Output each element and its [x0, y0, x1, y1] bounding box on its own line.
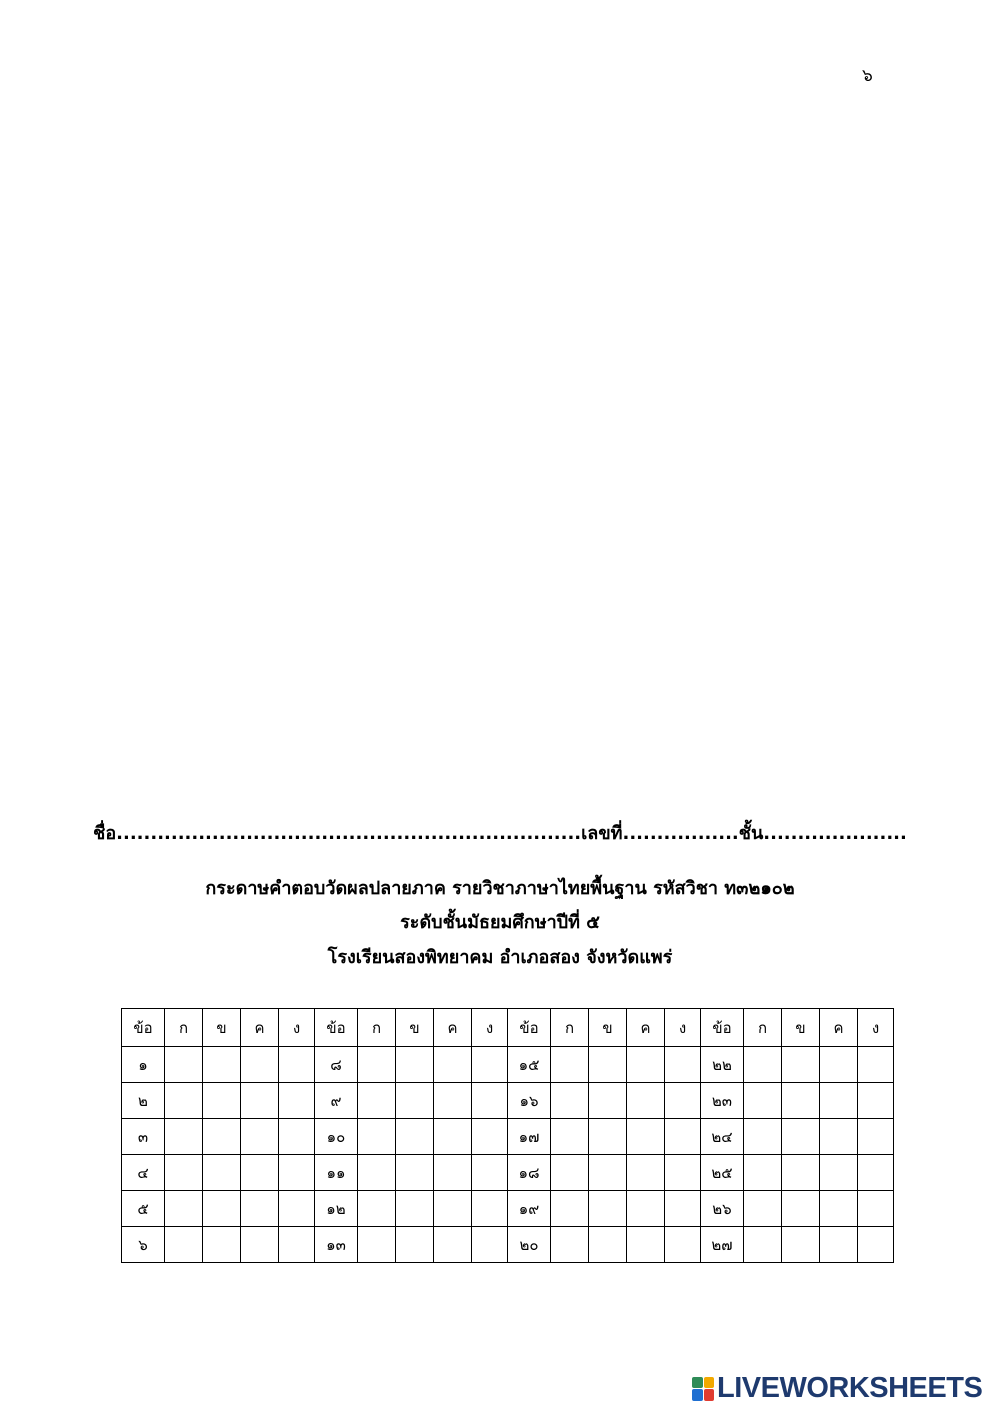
table-row — [122, 1191, 894, 1227]
answer-cell[interactable] — [165, 1119, 203, 1155]
answer-cell[interactable] — [665, 1227, 701, 1263]
question-number-header: ข้อ — [122, 1009, 165, 1047]
answer-cell[interactable] — [472, 1191, 508, 1227]
question-number: ๑๕ — [508, 1047, 551, 1083]
choice-header: ง — [279, 1009, 315, 1047]
answer-cell[interactable] — [627, 1119, 665, 1155]
answer-cell[interactable] — [434, 1155, 472, 1191]
answer-cell[interactable] — [551, 1227, 589, 1263]
answer-cell[interactable] — [820, 1119, 858, 1155]
answer-cell[interactable] — [551, 1155, 589, 1191]
question-number: ๒๖ — [701, 1191, 744, 1227]
question-number: ๑๙ — [508, 1191, 551, 1227]
choice-header: ค — [434, 1009, 472, 1047]
question-number: ๑๑ — [315, 1155, 358, 1191]
answer-cell[interactable] — [858, 1119, 894, 1155]
page-number: ๖ — [862, 66, 873, 86]
logo-mark-icon — [692, 1377, 714, 1401]
answer-cell[interactable] — [396, 1227, 434, 1263]
question-number-header: ข้อ — [701, 1009, 744, 1047]
answer-cell[interactable] — [665, 1155, 701, 1191]
choice-header: ก — [551, 1009, 589, 1047]
choice-header: ก — [744, 1009, 782, 1047]
answer-cell[interactable] — [472, 1119, 508, 1155]
answer-cell[interactable] — [358, 1047, 396, 1083]
answer-cell[interactable] — [858, 1155, 894, 1191]
table-row — [122, 1047, 894, 1083]
answer-cell[interactable] — [279, 1155, 315, 1191]
answer-cell[interactable] — [551, 1047, 589, 1083]
answer-cell[interactable] — [589, 1119, 627, 1155]
answer-cell[interactable] — [820, 1083, 858, 1119]
student-info-line: ชื่อ....................................................................เลขที่.................ชั้น..................... — [93, 823, 907, 844]
answer-cell[interactable] — [589, 1155, 627, 1191]
answer-cell[interactable] — [279, 1227, 315, 1263]
answer-cell[interactable] — [782, 1083, 820, 1119]
question-number: ๑๓ — [315, 1227, 358, 1263]
table-row — [122, 1083, 894, 1119]
answer-cell[interactable] — [396, 1155, 434, 1191]
answer-cell[interactable] — [551, 1119, 589, 1155]
exam-title: กระดาษคำตอบวัดผลปลายภาค รายวิชาภาษาไทยพื้นฐาน รหัสวิชา ท๓๒๑๐๒ — [205, 878, 795, 899]
choice-header: ก — [165, 1009, 203, 1047]
answer-cell[interactable] — [782, 1227, 820, 1263]
answer-cell[interactable] — [665, 1191, 701, 1227]
answer-cell[interactable] — [241, 1047, 279, 1083]
answer-cell[interactable] — [165, 1047, 203, 1083]
question-number: ๒๕ — [701, 1155, 744, 1191]
answer-cell[interactable] — [627, 1227, 665, 1263]
answer-cell[interactable] — [744, 1083, 782, 1119]
answer-cell[interactable] — [165, 1155, 203, 1191]
answer-cell[interactable] — [358, 1227, 396, 1263]
question-number: ๒๒ — [701, 1047, 744, 1083]
answer-cell[interactable] — [472, 1155, 508, 1191]
answer-cell[interactable] — [203, 1119, 241, 1155]
choice-header: ค — [627, 1009, 665, 1047]
answer-cell[interactable] — [744, 1227, 782, 1263]
answer-cell[interactable] — [358, 1155, 396, 1191]
question-number-header: ข้อ — [315, 1009, 358, 1047]
answer-cell[interactable] — [396, 1191, 434, 1227]
choice-header: ค — [820, 1009, 858, 1047]
answer-cell[interactable] — [434, 1191, 472, 1227]
answer-cell[interactable] — [744, 1047, 782, 1083]
answer-cell[interactable] — [551, 1083, 589, 1119]
answer-cell[interactable] — [279, 1047, 315, 1083]
question-number: ๒ — [122, 1083, 165, 1119]
question-number: ๓ — [122, 1119, 165, 1155]
question-number: ๑๖ — [508, 1083, 551, 1119]
table-row — [122, 1227, 894, 1263]
answer-cell[interactable] — [434, 1047, 472, 1083]
question-number: ๘ — [315, 1047, 358, 1083]
question-number: ๑๘ — [508, 1155, 551, 1191]
answer-cell[interactable] — [820, 1191, 858, 1227]
answer-cell[interactable] — [279, 1191, 315, 1227]
choice-header: ข — [782, 1009, 820, 1047]
question-number-header: ข้อ — [508, 1009, 551, 1047]
question-number: ๒๗ — [701, 1227, 744, 1263]
answer-cell[interactable] — [744, 1191, 782, 1227]
answer-cell[interactable] — [665, 1047, 701, 1083]
answer-cell[interactable] — [858, 1191, 894, 1227]
question-number: ๑๗ — [508, 1119, 551, 1155]
answer-cell[interactable] — [782, 1047, 820, 1083]
answer-cell[interactable] — [279, 1083, 315, 1119]
answer-cell[interactable] — [589, 1191, 627, 1227]
answer-cell[interactable] — [396, 1047, 434, 1083]
answer-cell[interactable] — [472, 1227, 508, 1263]
question-number: ๒๔ — [701, 1119, 744, 1155]
answer-cell[interactable] — [203, 1227, 241, 1263]
question-number: ๙ — [315, 1083, 358, 1119]
answer-cell[interactable] — [241, 1227, 279, 1263]
answer-cell[interactable] — [858, 1083, 894, 1119]
answer-cell[interactable] — [279, 1119, 315, 1155]
answer-cell[interactable] — [665, 1119, 701, 1155]
answer-cell[interactable] — [203, 1155, 241, 1191]
answer-cell[interactable] — [782, 1155, 820, 1191]
question-number: ๑ — [122, 1047, 165, 1083]
question-number: ๖ — [122, 1227, 165, 1263]
answer-cell[interactable] — [434, 1083, 472, 1119]
choice-header: ง — [472, 1009, 508, 1047]
answer-cell[interactable] — [396, 1119, 434, 1155]
choice-header: ข — [589, 1009, 627, 1047]
answer-cell[interactable] — [858, 1047, 894, 1083]
answer-cell[interactable] — [744, 1155, 782, 1191]
answer-cell[interactable] — [589, 1083, 627, 1119]
table-row — [122, 1119, 894, 1155]
answer-cell[interactable] — [744, 1119, 782, 1155]
question-number: ๑๒ — [315, 1191, 358, 1227]
answer-cell[interactable] — [820, 1155, 858, 1191]
answer-cell[interactable] — [627, 1155, 665, 1191]
choice-header: ง — [665, 1009, 701, 1047]
answer-cell[interactable] — [241, 1155, 279, 1191]
answer-cell[interactable] — [665, 1083, 701, 1119]
answer-table-header — [122, 1009, 894, 1047]
question-number: ๕ — [122, 1191, 165, 1227]
answer-cell[interactable] — [434, 1119, 472, 1155]
answer-cell[interactable] — [627, 1047, 665, 1083]
answer-cell[interactable] — [203, 1083, 241, 1119]
grade-level: ระดับชั้นมัธยมศึกษาปีที่ ๕ — [400, 912, 600, 933]
answer-cell[interactable] — [782, 1191, 820, 1227]
question-number: ๔ — [122, 1155, 165, 1191]
answer-cell[interactable] — [858, 1227, 894, 1263]
answer-cell[interactable] — [165, 1191, 203, 1227]
answer-cell[interactable] — [589, 1047, 627, 1083]
question-number: ๒๓ — [701, 1083, 744, 1119]
logo-text: LIVEWORKSHEETS — [717, 1372, 983, 1404]
answer-cell[interactable] — [358, 1191, 396, 1227]
answer-cell[interactable] — [627, 1083, 665, 1119]
choice-header: ข — [203, 1009, 241, 1047]
table-row — [122, 1155, 894, 1191]
question-number: ๑๐ — [315, 1119, 358, 1155]
answer-cell[interactable] — [589, 1227, 627, 1263]
choice-header: ก — [358, 1009, 396, 1047]
answer-cell[interactable] — [203, 1047, 241, 1083]
answer-cell[interactable] — [627, 1191, 665, 1227]
question-number: ๒๐ — [508, 1227, 551, 1263]
answer-table — [121, 1008, 894, 1263]
answer-cell[interactable] — [165, 1227, 203, 1263]
answer-cell[interactable] — [820, 1047, 858, 1083]
school-name: โรงเรียนสองพิทยาคม อำเภอสอง จังหวัดแพร่ — [327, 947, 673, 968]
choice-header: ข — [396, 1009, 434, 1047]
answer-cell[interactable] — [396, 1083, 434, 1119]
choice-header: ค — [241, 1009, 279, 1047]
answer-cell[interactable] — [551, 1191, 589, 1227]
answer-cell[interactable] — [165, 1083, 203, 1119]
liveworksheets-logo — [692, 1372, 982, 1405]
answer-cell[interactable] — [203, 1191, 241, 1227]
answer-cell[interactable] — [241, 1119, 279, 1155]
answer-cell[interactable] — [434, 1227, 472, 1263]
answer-cell[interactable] — [782, 1119, 820, 1155]
answer-cell[interactable] — [820, 1227, 858, 1263]
answer-cell[interactable] — [472, 1083, 508, 1119]
answer-cell[interactable] — [472, 1047, 508, 1083]
answer-cell[interactable] — [241, 1191, 279, 1227]
answer-cell[interactable] — [241, 1083, 279, 1119]
choice-header: ง — [858, 1009, 894, 1047]
answer-cell[interactable] — [358, 1119, 396, 1155]
answer-cell[interactable] — [358, 1083, 396, 1119]
